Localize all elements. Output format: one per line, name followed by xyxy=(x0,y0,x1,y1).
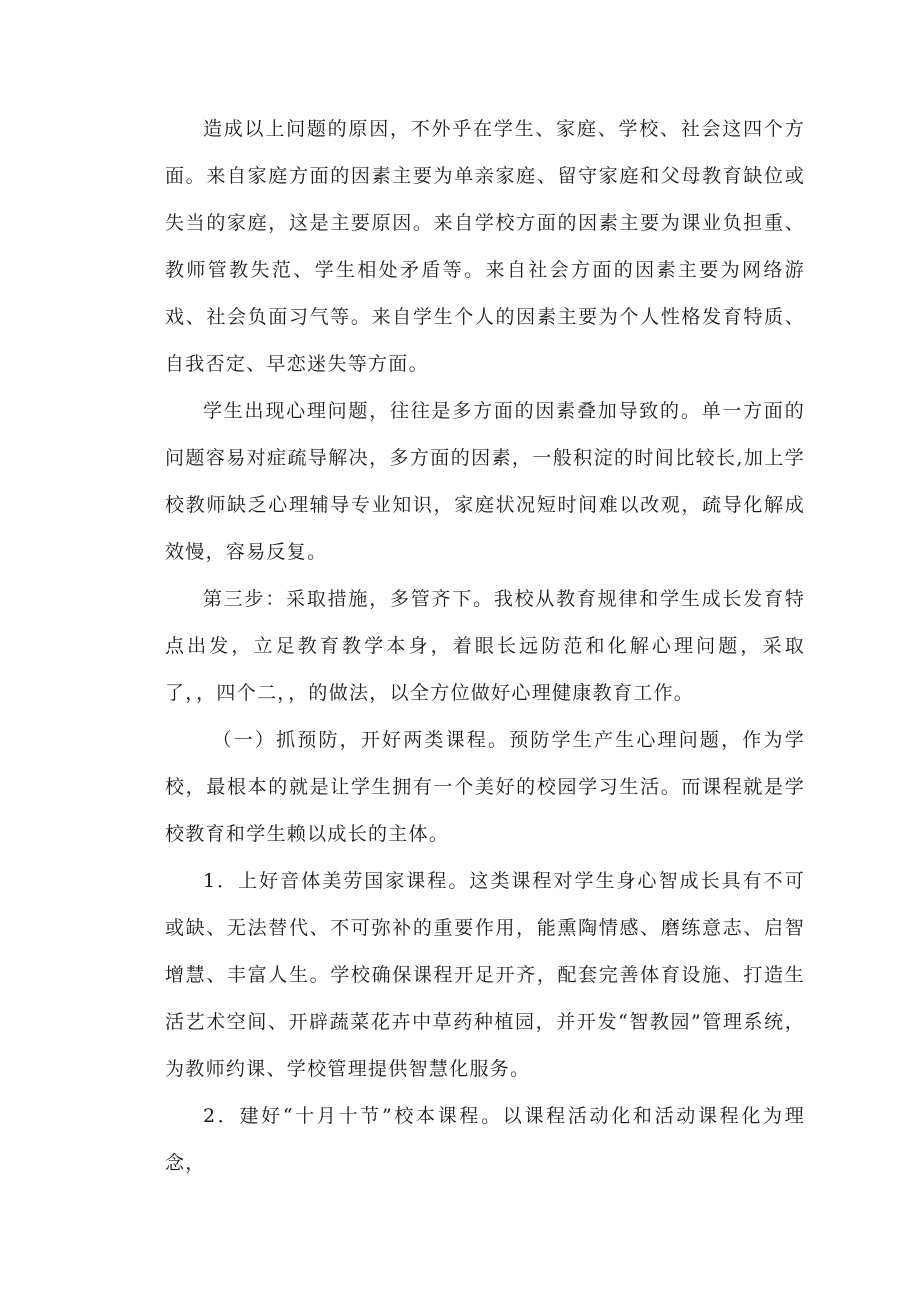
paragraph-school-courses: 2．建好“十月十节”校本课程。以课程活动化和活动课程化为理念， xyxy=(165,1105,805,1174)
paragraph-causes: 造成以上问题的原因，不外乎在学生、家庭、学校、社会这四个方面。来自家庭方面的因素主要为单亲家庭、留守家庭和父母教育缺位或失当的家庭，这是主要原因。来自学校方面的因素主要为课业负担重、教师管教失范、学生相处矛盾等。来自社会方面的因素主要为网络游戏、社会负面习气等。来自学生个人的因素主要为个人性格发育特质、自我否定、早恋迷失等方面。 xyxy=(165,118,805,375)
paragraph-prevention: （一）抓预防，开好两类课程。预防学生产生心理问题，作为学校，最根本的就是让学生拥有一个美好的校园学习生活。而课程就是学校教育和学生赖以成长的主体。 xyxy=(165,729,805,845)
paragraph-step-three: 第三步：采取措施，多管齐下。我校从教育规律和学生成长发育特点出发，立足教育教学本身，着眼长远防范和化解心理问题，采取了，，四个二，，的做法，以全方位做好心理健康教育工作。 xyxy=(165,588,805,704)
paragraph-overlapping-factors: 学生出现心理问题，往往是多方面的因素叠加导致的。单一方面的问题容易对症疏导解决，多方面的因素，一般积淀的时间比较长,加上学校教师缺乏心理辅导专业知识，家庭状况短时间难以改观，疏导化解成效慢，容易反复。 xyxy=(165,400,805,563)
paragraph-national-courses: 1．上好音体美劳国家课程。这类课程对学生身心智成长具有不可或缺、无法替代、不可弥补的重要作用，能熏陶情感、磨练意志、启智增慧、丰富人生。学校确保课程开足开齐，配套完善体育设施、打造生活艺术空间、开辟蔬菜花卉中草药种植园，并开发“智教园”管理系统，为教师约课、学校管理提供智慧化服务。 xyxy=(165,870,805,1080)
document-body xyxy=(165,106,805,1187)
